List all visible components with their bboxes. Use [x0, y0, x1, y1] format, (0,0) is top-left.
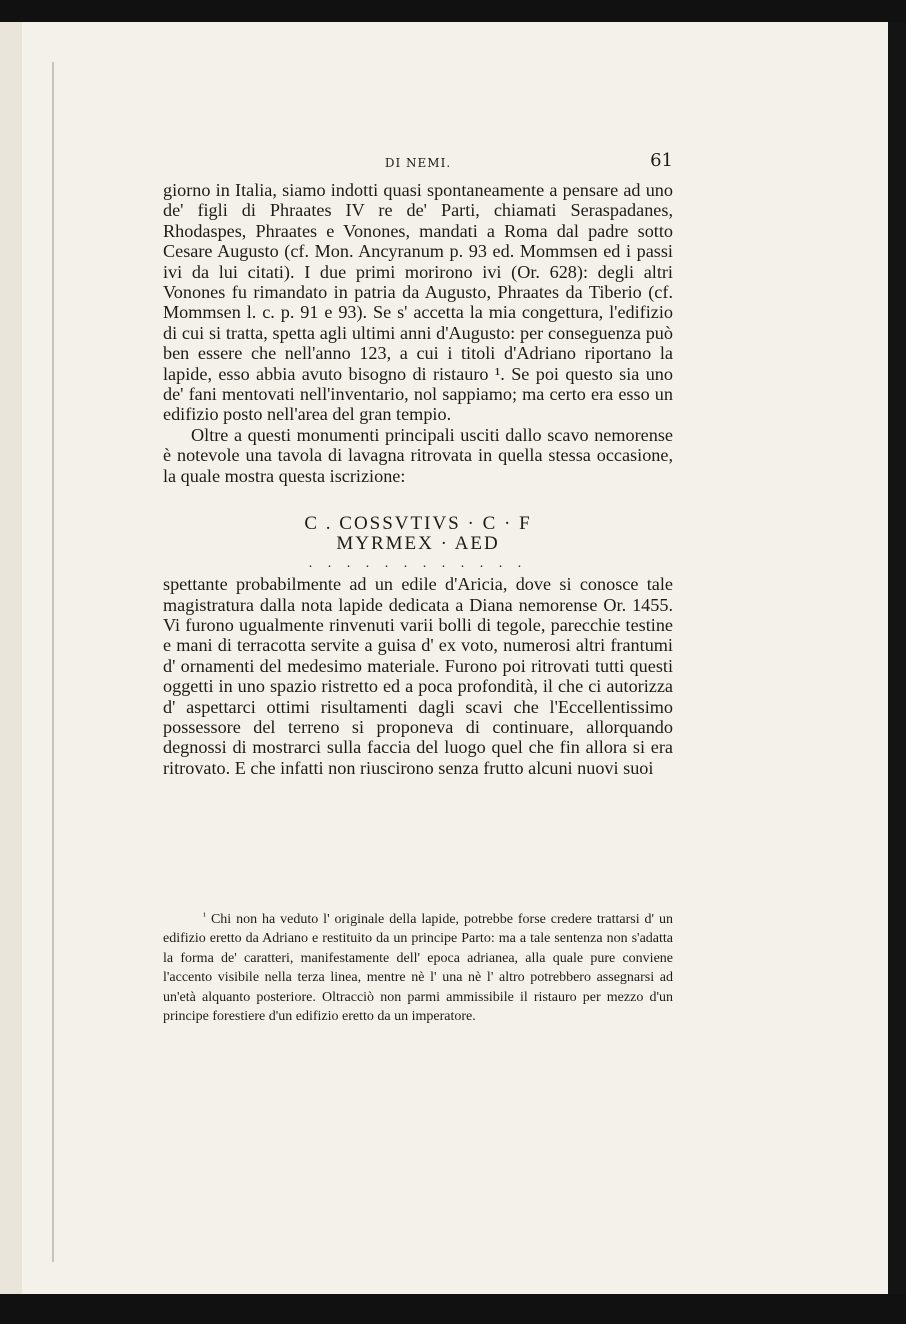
footnote [163, 907, 673, 1026]
page-number: 61 [650, 150, 673, 171]
paragraph-continuation: giorno in Italia, siamo indotti quasi spontaneamente a pensare ad uno de' figli di Phraates IV re de' Parti, chiamati Seraspadanes, Rhodaspes, Phraates e Vonones, mandati a Roma dal padre sotto Cesare Augusto (cf. Mon. Ancyranum p. 93 ed. Mommsen ed i passi ivi da lui citati). I due primi morirono ivi (Or. 628): degli altri Vonones fu rimandato in patria da Augusto, Phraates da Tiberio (cf. Mommsen l. c. p. 91 e 93). Se s' accetta la mia congettura, l'edifizio di cui si tratta, spetta agli ultimi anni d'Augusto: per conseguenza può ben essere che nell'anno 123, a cui i titoli d'Adriano riportano la lapide, esso abbia avuto bisogno di ristauro ¹. Se poi questo sia uno de' fani mentovati nell'inventario, nol sappiamo; ma certo era esso un edifizio posto nell'area del gran tempio. [163, 180, 673, 425]
inscription-line-1: C . COSSVTIVS · C · F [304, 513, 532, 535]
inscription-line-2: MYRMEX · AED [336, 533, 500, 555]
running-head: DI NEMI. [384, 156, 452, 170]
page-header [163, 150, 673, 178]
scan-border-right [888, 22, 906, 1294]
scan-border-bottom [0, 1294, 906, 1324]
footnote-text: Chi non ha veduto l' originale della lapide, potrebbe forse credere trattarsi d' un edifizio eretto da Adriano e restituito da un principe Parto: ma a tale sentenza non s'adatta la forma de' caratteri, manifestamente dell' epoca adrianea, alla quale pure conviene l'accento visibile nella terza linea, mentre nè l' una nè l' altro potrebbero assegnarsi ad un'età alquanto posteriore. Oltracciò non parmi ammissibile il ristauro per mezzo d'un principe forestiere d'un edifizio eretto da un imperatore. [163, 912, 674, 1025]
paragraph-inscription-intro: Oltre a questi monumenti principali usciti dallo scavo nemorense è notevole una tavola di lavagna ritrovata in quella stessa occasione, la quale mostra questa iscrizione: [163, 424, 673, 486]
inscription [163, 514, 673, 554]
page-gutter-line [52, 62, 54, 1262]
inscription-lacuna-dots: . . . . . . . . . . . . [308, 556, 528, 572]
main-text [163, 180, 673, 778]
paragraph-after-inscription: spettante probabilmente ad un edile d'Aricia, dove si conosce tale magistratura dalla nota lapide dedicata a Diana nemorense Or. 1455. Vi furono ugualmente rinvenuti varii bolli di tegole, parecchie testine e mani di terracotta servite a guisa d' ex voto, numerosi altri frantumi d' ornamenti del medesimo materiale. Furono poi ritrovati tutti questi oggetti in uno spazio ristretto ed a poca profondità, il che ci autorizza d' aspettarci ottimi risultamenti dagli scavi che l'Eccellentissimo possessore del terreno si proponeva di continuare, allorquando degnossi di mostrarci sulla faccia del luogo quel che fin allora si era ritrovato. E che infatti non riuscirono senza frutto alcuni nuovi suoi [163, 574, 673, 778]
scan-border-top [0, 0, 906, 22]
footnote-mark: ¹ [203, 911, 206, 922]
